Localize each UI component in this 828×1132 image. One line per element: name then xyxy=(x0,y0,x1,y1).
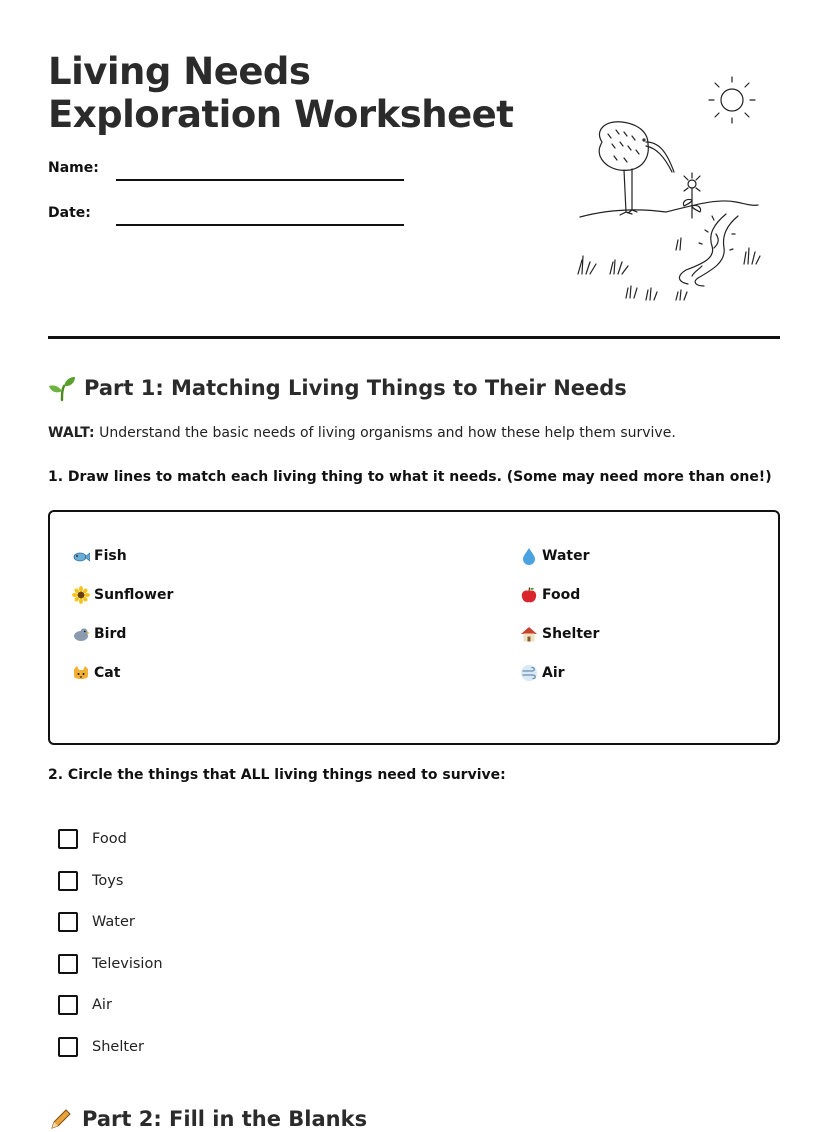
match-need-air[interactable] xyxy=(520,665,599,704)
stream-drawing xyxy=(679,214,738,286)
living-things-column xyxy=(72,548,173,704)
part1-title: Part 1: Matching Living Things to Their Needs xyxy=(84,376,627,400)
match-item-cat[interactable] xyxy=(72,665,173,704)
match-item-fish[interactable] xyxy=(72,548,173,587)
walt-label: WALT: xyxy=(48,425,95,441)
part2-title: Part 2: Fill in the Blanks xyxy=(82,1107,368,1131)
checkbox[interactable] xyxy=(58,1037,78,1057)
checkbox[interactable] xyxy=(58,871,78,891)
grass-drawing xyxy=(578,238,760,300)
part1-heading xyxy=(48,374,627,402)
sprout-icon xyxy=(48,374,76,402)
house-icon xyxy=(520,625,538,643)
kiwi-landscape-illustration xyxy=(526,74,762,306)
worksheet-page xyxy=(48,0,780,1131)
needs-checklist xyxy=(58,829,163,1078)
date-field xyxy=(48,205,91,221)
checklist-item[interactable] xyxy=(58,912,163,954)
walt-statement xyxy=(48,425,676,441)
checklist-label: Shelter xyxy=(92,1038,144,1055)
pencil-icon xyxy=(48,1106,74,1132)
match-item-label: Sunflower xyxy=(94,587,174,603)
checklist-label: Television xyxy=(92,955,163,972)
name-label: Name: xyxy=(48,160,99,176)
checklist-item[interactable] xyxy=(58,871,163,913)
checkbox[interactable] xyxy=(58,954,78,974)
match-item-bird[interactable] xyxy=(72,626,173,665)
section-divider xyxy=(48,336,780,339)
cat-icon xyxy=(72,664,90,682)
fish-icon xyxy=(72,547,90,565)
match-need-water[interactable] xyxy=(520,548,599,587)
checklist-item[interactable] xyxy=(58,995,163,1037)
question-2: 2. Circle the things that ALL living things need to survive: xyxy=(48,767,506,783)
sunflower-icon xyxy=(72,586,90,604)
match-item-label: Fish xyxy=(94,548,127,564)
needs-column xyxy=(520,548,599,704)
checklist-label: Air xyxy=(92,997,112,1013)
checkbox[interactable] xyxy=(58,912,78,932)
checklist-item[interactable] xyxy=(58,829,163,871)
sun-icon xyxy=(709,77,755,123)
match-item-label: Cat xyxy=(94,665,121,681)
wind-icon xyxy=(520,664,538,682)
question-1: 1. Draw lines to match each living thing to what it needs. (Some may need more than one!) xyxy=(48,469,772,485)
checklist-item[interactable] xyxy=(58,954,163,996)
walt-text: Understand the basic needs of living organisms and how these help them survive. xyxy=(94,425,676,441)
matching-box xyxy=(48,510,780,745)
checklist-label: Food xyxy=(92,831,127,847)
checklist-item[interactable] xyxy=(58,1037,163,1079)
match-need-label: Air xyxy=(542,665,565,681)
bird-icon xyxy=(72,625,90,643)
checkbox[interactable] xyxy=(58,829,78,849)
match-need-label: Food xyxy=(542,587,581,603)
name-field xyxy=(48,160,99,176)
apple-icon xyxy=(520,586,538,604)
title-line-1: Living Needs xyxy=(48,50,311,93)
flower-drawing xyxy=(683,173,700,218)
checklist-label: Toys xyxy=(92,872,124,889)
water-drop-icon xyxy=(520,547,538,565)
part2-heading xyxy=(48,1106,367,1132)
page-title xyxy=(48,50,513,136)
match-need-shelter[interactable] xyxy=(520,626,599,665)
title-line-2: Exploration Worksheet xyxy=(48,93,514,136)
date-blank-line[interactable] xyxy=(116,224,404,226)
match-need-label: Water xyxy=(542,548,590,564)
name-blank-line[interactable] xyxy=(116,179,404,181)
match-need-food[interactable] xyxy=(520,587,599,626)
checklist-label: Water xyxy=(92,914,135,930)
match-item-label: Bird xyxy=(94,626,127,642)
date-label: Date: xyxy=(48,205,91,221)
kiwi-bird-drawing xyxy=(599,122,674,215)
checkbox[interactable] xyxy=(58,995,78,1015)
match-item-sunflower[interactable] xyxy=(72,587,173,626)
match-need-label: Shelter xyxy=(542,626,600,642)
